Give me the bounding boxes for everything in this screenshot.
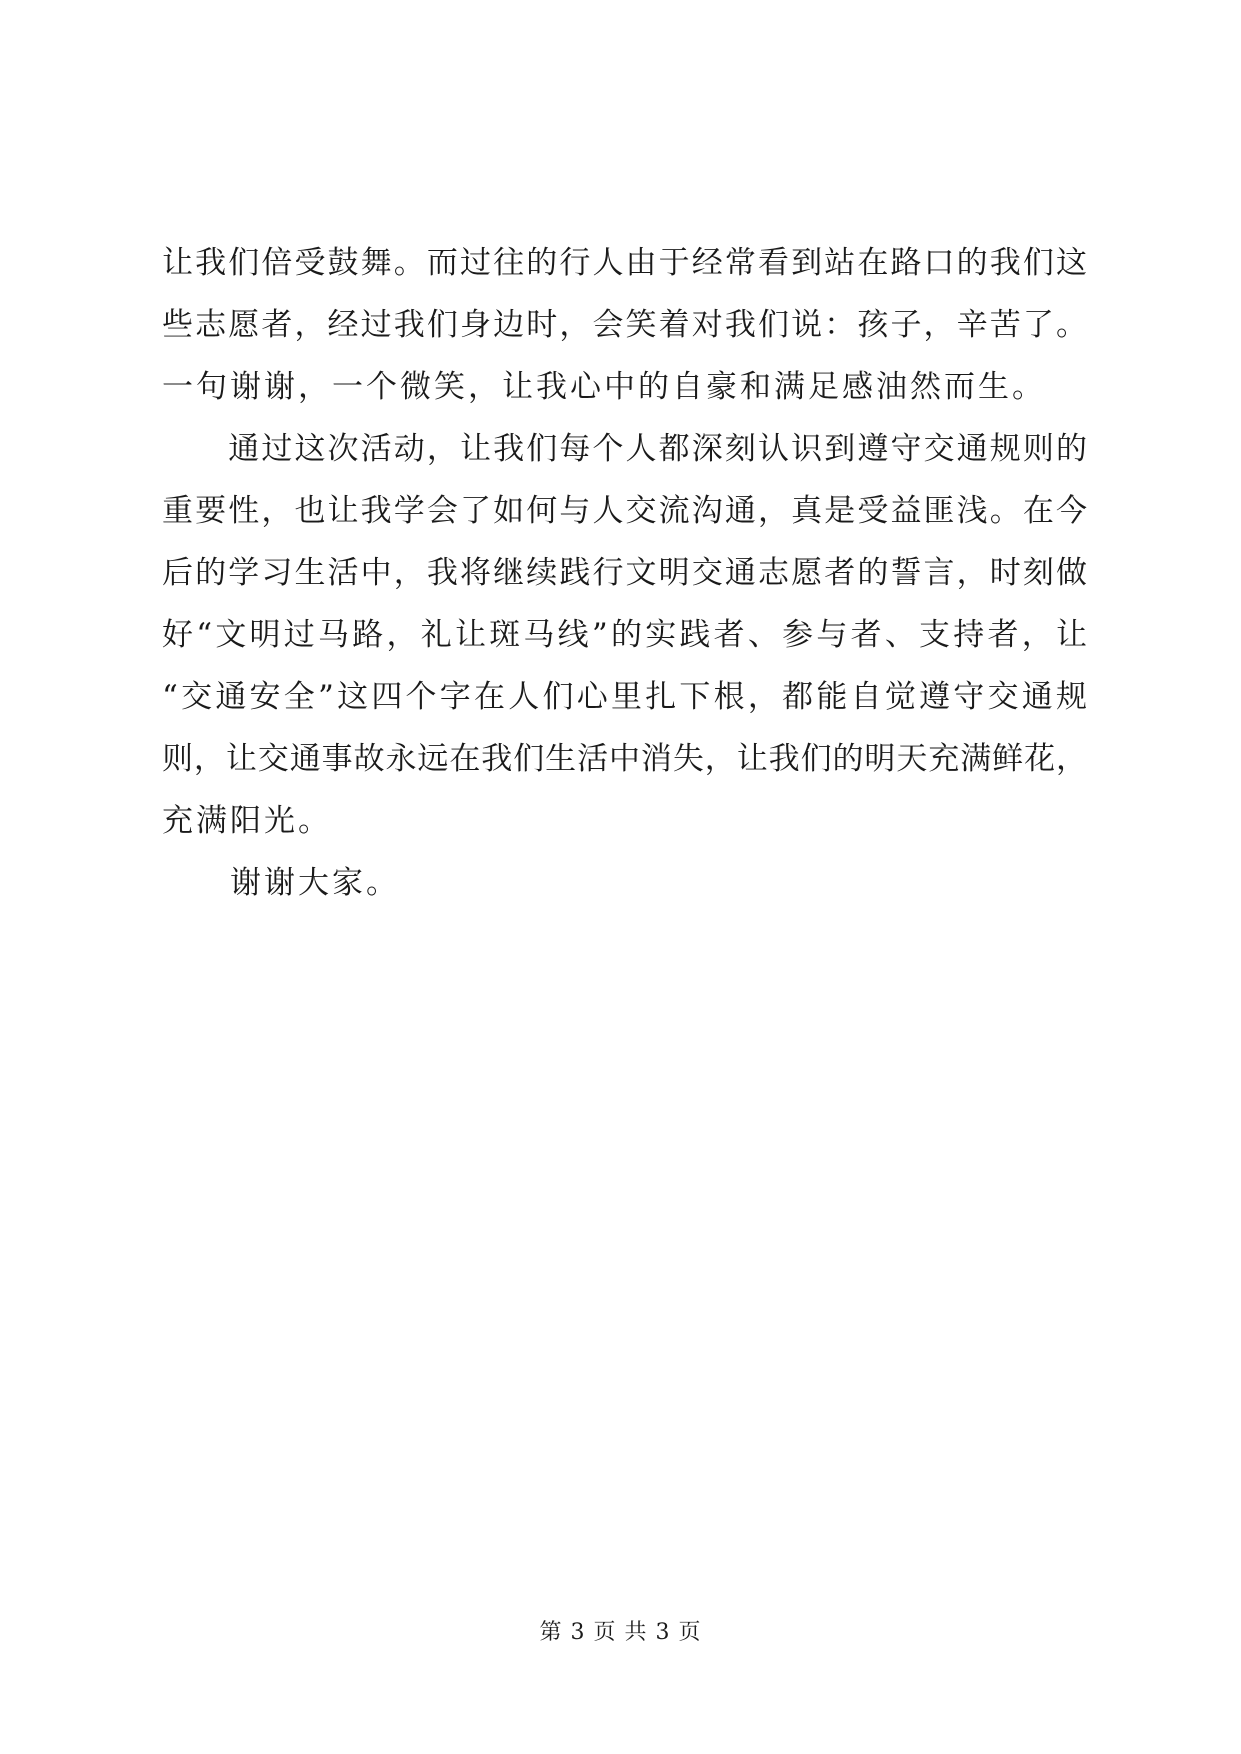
- text-line: 谢谢大家。: [162, 865, 400, 901]
- text-line: “交通安全”这四个字在人们心里扎下根，都能自觉遵守交通规: [162, 679, 1087, 715]
- text-line: 则，让交通事故永远在我们生活中消失，让我们的明天充满鲜花，: [162, 741, 1087, 777]
- text-line: 重要性，也让我学会了如何与人交流沟通，真是受益匪浅。在今: [162, 493, 1087, 529]
- page-number-footer: 第 3 页 共 3 页: [539, 1620, 702, 1645]
- text-line: 些志愿者，经过我们身边时，会笑着对我们说：孩子，辛苦了。: [162, 307, 1087, 343]
- text-line: 一句谢谢，一个微笑，让我心中的自豪和满足感油然而生。: [162, 369, 1046, 405]
- text-line: 充满阳光。: [162, 803, 332, 839]
- text-line: 后的学习生活中，我将继续践行文明交通志愿者的誓言，时刻做: [162, 555, 1087, 591]
- body-text: [162, 232, 1087, 914]
- text-line: 通过这次活动，让我们每个人都深刻认识到遵守交通规则的: [162, 431, 1087, 467]
- text-line: 让我们倍受鼓舞。而过往的行人由于经常看到站在路口的我们这: [162, 245, 1087, 281]
- text-line: 好“文明过马路，礼让斑马线”的实践者、参与者、支持者，让: [162, 617, 1087, 653]
